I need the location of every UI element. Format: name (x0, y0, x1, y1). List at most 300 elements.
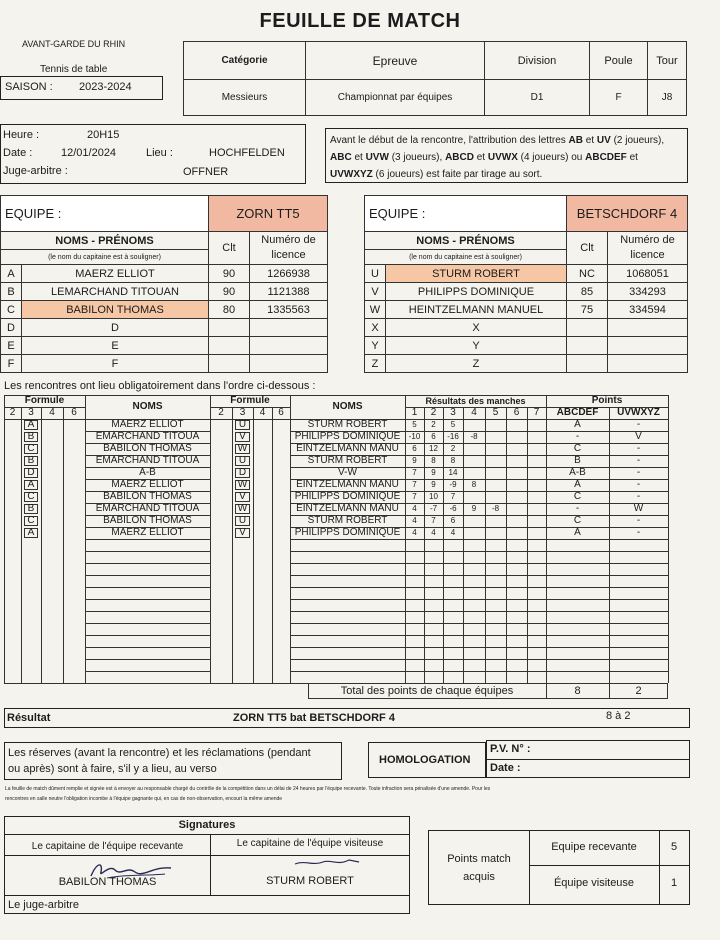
points-match-label-2: acquis (463, 871, 495, 883)
home-names-header: NOMS - PRÉNOMS (1, 232, 209, 250)
home-clt-header: Clt (209, 232, 250, 265)
player-name: Z (386, 355, 567, 373)
set-score: 8 (431, 456, 436, 465)
order-note: Les rencontres ont lieu obligatoirement dans l'ordre ci-dessous : (4, 380, 316, 392)
formule-col-header: 6 (278, 407, 284, 418)
set-score: -10 (408, 432, 421, 441)
division-header: Division (485, 42, 590, 80)
draw-note-text: et (473, 152, 488, 163)
grid-line (210, 395, 211, 683)
player-licence (608, 337, 688, 355)
grid-line (85, 659, 210, 660)
draw-note-text: Avant le début de la rencontre, l'attribution des lettres (330, 135, 569, 146)
grid-line (290, 539, 668, 540)
away-formula-letter: V (239, 527, 246, 538)
season-value: 2023-2024 (79, 81, 132, 93)
set-score: 4 (412, 504, 417, 513)
away-player-name: STURM ROBERT (307, 455, 388, 466)
formule-col-header: 4 (49, 407, 55, 418)
set-score: 9 (431, 468, 436, 477)
home-formula-letter: C (27, 443, 35, 454)
away-point: - (636, 491, 641, 502)
signatures-box (4, 816, 410, 914)
home-formula-letter: C (27, 515, 35, 526)
grid-line (4, 683, 308, 684)
player-name: X (386, 319, 567, 337)
set-score: 7 (412, 480, 417, 489)
grid-line (85, 539, 210, 540)
grid-line (85, 647, 210, 648)
sheet-title: FEUILLE DE MATCH (259, 10, 461, 32)
lieu-value: HOCHFELDEN (209, 147, 285, 159)
home-player-name: MAERZ ELLIOT (111, 527, 184, 538)
draw-note-letters: UVWX (487, 152, 518, 163)
player-name: D (22, 319, 209, 337)
away-captain-label: Le capitaine de l'équipe visiteuse (236, 838, 384, 849)
away-player-name: PHILIPPS DOMINIQUE (294, 527, 401, 538)
home-player-name: EMARCHAND TITOUA (95, 431, 200, 442)
juge-value: OFFNER (183, 166, 229, 178)
set-score: -6 (449, 504, 457, 513)
home-point: - (575, 503, 580, 514)
player-licence (250, 355, 328, 373)
player-licence: 334293 (608, 283, 688, 301)
player-letter: F (1, 355, 22, 373)
player-licence: 1335563 (250, 301, 328, 319)
set-score: 2 (431, 420, 436, 429)
home-player-name: MAERZ ELLIOT (111, 419, 184, 430)
set-score: 4 (450, 528, 456, 537)
set-score: 9 (471, 504, 477, 513)
player-clt: 85 (567, 283, 608, 301)
grid-line (290, 647, 668, 648)
away-points-label: Équipe visiteuse (553, 877, 635, 889)
draw-note-letters: ABC (330, 152, 352, 163)
home-captain-note: (le nom du capitaine est à souligner) (1, 250, 209, 265)
away-team-label: EQUIPE : (365, 196, 567, 232)
sport-name: Tennis de table (40, 64, 108, 75)
set-number-header: 3 (450, 407, 456, 418)
grid-line (290, 623, 668, 624)
result-box (4, 708, 690, 728)
set-score: -16 (447, 432, 459, 441)
points-match-label: Points match (447, 853, 511, 865)
set-score: 6 (431, 432, 436, 441)
grid-line (463, 407, 464, 683)
home-player-row (1, 301, 328, 319)
draw-note-letters: ABCD (445, 152, 474, 163)
points-header: Points (591, 395, 623, 406)
home-player-row (1, 355, 328, 373)
home-formula-letter: A (27, 419, 35, 430)
set-score: 8 (450, 456, 456, 465)
grid-line (485, 407, 486, 683)
referee-label: Le juge-arbitre (8, 899, 79, 911)
home-player-row (1, 283, 328, 301)
season-box (0, 76, 163, 100)
club-name: AVANT-GARDE DU RHIN (22, 39, 126, 49)
points-match-box (428, 830, 690, 905)
player-licence: 334594 (608, 301, 688, 319)
grid-line (85, 587, 210, 588)
heure-value: 20H15 (87, 129, 120, 141)
player-name: PHILIPPS DOMINIQUE (386, 283, 567, 301)
juge-label: Juge-arbitre : (3, 165, 68, 177)
player-letter: W (365, 301, 386, 319)
player-clt (209, 319, 250, 337)
fine-print-line: La feuille de match dûment remplie et signée est à envoyer au responsable chargé du contrôle de la compétition dans un délai de 24 heures par l'équipe recevante. Toute infraction sera pénalisée d'une amende. Pour les (5, 786, 491, 792)
category-header: Catégorie (184, 42, 306, 80)
home-formula-letter: B (27, 431, 35, 442)
set-score: 10 (429, 492, 438, 501)
grid-line (527, 407, 528, 683)
grid-line (85, 563, 210, 564)
away-roster (364, 195, 688, 373)
pv-number-label: P.V. N° : (490, 743, 531, 755)
away-licence-header-2: licence (630, 249, 665, 261)
home-licence-header-2: licence (271, 249, 306, 261)
set-number-header: 2 (430, 407, 437, 418)
grid-line (290, 659, 668, 660)
home-point: - (575, 431, 580, 442)
formule-col-header: 3 (239, 407, 246, 418)
home-roster (0, 195, 328, 373)
grid-line (4, 395, 5, 683)
away-player-row (365, 283, 688, 301)
draw-note-letters: AB (568, 135, 583, 146)
home-team-name: ZORN TT5 (209, 196, 328, 232)
total-away: 2 (635, 685, 642, 697)
away-formula-letter: W (237, 443, 248, 454)
player-name: STURM ROBERT (386, 265, 567, 283)
formule-header: Formule (230, 395, 270, 406)
away-player-name: STURM ROBERT (307, 515, 388, 526)
set-score: 8 (471, 480, 477, 489)
result-score: 8 à 2 (606, 710, 631, 722)
player-clt (567, 319, 608, 337)
away-names-header: NOMS - PRÉNOMS (365, 232, 567, 250)
draw-note-letters: UVW (365, 152, 389, 163)
away-team-name: BETSCHDORF 4 (567, 196, 688, 232)
away-clt-header: Clt (567, 232, 608, 265)
away-player-row (365, 301, 688, 319)
set-score: -8 (470, 432, 478, 441)
draw-note-text: (2 joueurs), (610, 135, 665, 146)
grid-line (290, 575, 668, 576)
away-point: - (636, 419, 641, 430)
player-licence (608, 319, 688, 337)
set-score: 4 (431, 528, 436, 537)
set-number-header: 1 (411, 407, 418, 418)
matches-grid (0, 395, 668, 695)
fine-print (5, 786, 695, 803)
pv-date-label: Date : (490, 762, 521, 774)
player-clt (209, 355, 250, 373)
away-formula-letter: W (237, 503, 248, 514)
formule-col-header: 2 (218, 407, 224, 418)
heure-label: Heure : (3, 129, 40, 141)
away-player-name: PHILIPPS DOMINIQUE (294, 431, 401, 442)
grid-line (85, 635, 210, 636)
home-points-value: 5 (670, 841, 678, 853)
player-licence (250, 337, 328, 355)
epreuve-header: Epreuve (306, 42, 485, 80)
away-point: - (636, 515, 641, 526)
grid-line (85, 575, 210, 576)
formule-header: Formule (24, 395, 65, 406)
set-score: 2 (450, 444, 456, 453)
away-point: - (636, 527, 641, 538)
home-player-row (1, 265, 328, 283)
set-score: 7 (431, 516, 436, 525)
home-captain-name: BABILON THOMAS (58, 876, 157, 888)
draw-note-text: et (351, 152, 366, 163)
competition-table (183, 41, 687, 116)
home-points-label: Equipe recevante (551, 841, 637, 853)
away-player-row (365, 337, 688, 355)
away-formula-letter: U (238, 455, 247, 466)
away-captain-name: STURM ROBERT (266, 875, 354, 887)
away-player-name: PHILIPPS DOMINIQUE (294, 491, 401, 502)
draw-note-text: et (626, 152, 638, 163)
draw-note-text: et (583, 135, 597, 146)
home-player-name: A-B (139, 467, 156, 478)
names-header: NOMS (332, 401, 363, 412)
home-player-row (1, 319, 328, 337)
player-letter: Z (365, 355, 386, 373)
home-point: A (574, 419, 581, 430)
set-score: 4 (412, 528, 417, 537)
home-formula-letter: A (27, 527, 35, 538)
grid-line (85, 623, 210, 624)
player-letter: A (1, 265, 22, 283)
player-letter: D (1, 319, 22, 337)
player-name: MAERZ ELLIOT (22, 265, 209, 283)
away-point: - (636, 479, 641, 490)
away-player-row (365, 265, 688, 283)
home-player-name: BABILON THOMAS (103, 443, 192, 454)
away-point: - (636, 455, 641, 466)
home-point: A (574, 479, 581, 490)
date-label: Date : (3, 147, 33, 159)
result-text: ZORN TT5 bat BETSCHDORF 4 (233, 712, 395, 724)
reserves-text: Les réserves (avant la rencontre) et les réclamations (pendant (8, 747, 311, 759)
home-formula-letter: C (27, 491, 35, 502)
away-player-row (365, 319, 688, 337)
grid-line (290, 671, 668, 672)
home-captain-label: Le capitaine de l'équipe recevante (31, 841, 184, 852)
grid-line (290, 563, 668, 564)
formule-col-header: 6 (71, 407, 77, 418)
player-name: Y (386, 337, 567, 355)
set-score: 12 (429, 444, 438, 453)
poule-header: Poule (590, 42, 648, 80)
signatures-title: Signatures (178, 819, 236, 831)
grid-line (41, 407, 42, 683)
reserves-text-2: ou après) sont à faire, s'il y a lieu, au verso (8, 763, 217, 775)
set-score: 4 (412, 516, 417, 525)
draw-note-text: (6 joueurs) est faite par tirage au sort. (372, 169, 543, 180)
player-letter: Y (365, 337, 386, 355)
away-player-name: EINTZELMANN MANU (296, 479, 399, 490)
home-point: A (574, 527, 581, 538)
tour-value: J8 (648, 80, 687, 116)
grid-line (253, 407, 254, 683)
home-team-label: EQUIPE : (1, 196, 209, 232)
draw-note-text: (4 joueurs) ou (517, 152, 586, 163)
tour-header: Tour (648, 42, 687, 80)
grid-line (63, 407, 64, 683)
home-point: C (573, 515, 582, 526)
player-clt (567, 355, 608, 373)
total-home: 8 (574, 685, 581, 697)
away-captain-signature (293, 854, 363, 870)
draw-note-text: (3 joueurs), (388, 152, 446, 163)
home-player-name: BABILON THOMAS (103, 515, 192, 526)
home-player-name: MAERZ ELLIOT (111, 479, 184, 490)
home-player-row (1, 337, 328, 355)
formule-col-header: 3 (28, 407, 34, 418)
formule-col-header: 2 (9, 407, 16, 418)
set-score: 7 (412, 468, 417, 477)
home-player-name: BABILON THOMAS (103, 491, 192, 502)
away-player-name: EINTZELMANN MANU (296, 443, 399, 454)
player-licence: 1121388 (250, 283, 328, 301)
away-licence-header: Numéro de (620, 234, 675, 246)
player-licence (608, 355, 688, 373)
home-point: B (574, 455, 581, 466)
category-value: Messieurs (184, 80, 306, 116)
away-player-name: STURM ROBERT (307, 419, 388, 430)
epreuve-value: Championnat par équipes (306, 80, 485, 116)
grid-line (668, 395, 669, 683)
home-formula-letter: A (27, 479, 35, 490)
set-number-header: 4 (471, 407, 477, 418)
away-player-name: V-W (338, 467, 357, 478)
away-point: - (636, 467, 641, 478)
grid-line (290, 635, 668, 636)
away-point: V (635, 431, 642, 442)
player-clt (209, 337, 250, 355)
home-player-name: EMARCHAND TITOUA (95, 503, 200, 514)
home-formula-letter: B (27, 455, 35, 466)
formule-col-header: 4 (259, 407, 266, 418)
grid-line (85, 599, 210, 600)
set-score: -7 (429, 504, 438, 513)
player-clt: 75 (567, 301, 608, 319)
home-licence-header: Numéro de (261, 234, 316, 246)
player-name: E (22, 337, 209, 355)
grid-line (290, 611, 668, 612)
set-number-header: 6 (513, 407, 520, 418)
player-licence: 1266938 (250, 265, 328, 283)
set-score: 6 (450, 516, 456, 525)
player-letter: X (365, 319, 386, 337)
sets-header: Résultats des manches (425, 396, 526, 406)
reserves-box (4, 742, 342, 780)
away-formula-letter: U (238, 515, 247, 526)
poule-value: F (590, 80, 648, 116)
home-point: C (573, 443, 582, 454)
result-label: Résultat (7, 712, 51, 724)
pv-box (486, 740, 690, 778)
away-formula-letter: D (238, 467, 247, 478)
home-point: C (573, 491, 582, 502)
grid-line (290, 587, 668, 588)
home-player-name: EMARCHAND TITOUA (95, 455, 200, 466)
draw-note-letters: UV (596, 135, 611, 146)
fine-print-line: rencontres en salle neutre l'obligation incombe à l'équipe gagnante qui, en cas de non-observation, encourt la même amende (5, 796, 283, 802)
set-score: 5 (450, 420, 456, 429)
uvwxyz-header: UVWXYZ (617, 407, 660, 418)
set-score: 5 (412, 420, 417, 429)
grid-line (506, 407, 507, 683)
away-captain-note: (le nom du capitaine est à souligner) (365, 250, 567, 265)
player-letter: U (365, 265, 386, 283)
draw-note-letters: UVWXYZ (330, 169, 373, 180)
set-number-header: 7 (533, 407, 540, 418)
draw-note-letters: ABCDEF (585, 152, 627, 163)
date-value: 12/01/2024 (61, 147, 117, 159)
home-point: A-B (569, 467, 586, 478)
set-score: -9 (449, 480, 457, 489)
player-clt: 80 (209, 301, 250, 319)
player-licence (250, 319, 328, 337)
away-formula-letter: U (238, 419, 247, 430)
homologation-box (368, 742, 486, 778)
set-score: 6 (412, 444, 417, 453)
player-letter: B (1, 283, 22, 301)
grid-line (85, 611, 210, 612)
player-clt: 90 (209, 265, 250, 283)
grid-line (85, 671, 210, 672)
set-score: -8 (491, 504, 500, 513)
home-formula-letter: D (27, 467, 35, 478)
names-header: NOMS (132, 401, 163, 412)
player-clt: NC (567, 265, 608, 283)
set-score: 7 (450, 492, 456, 501)
away-point: W (633, 503, 644, 514)
player-clt: 90 (209, 283, 250, 301)
grid-line (290, 551, 668, 552)
player-name: BABILON THOMAS (22, 301, 209, 319)
homologation-label: HOMOLOGATION (379, 754, 471, 766)
away-points-value: 1 (670, 877, 678, 889)
season-label: SAISON : (5, 81, 53, 93)
grid-line (272, 407, 273, 683)
division-value: D1 (485, 80, 590, 116)
lieu-label: Lieu : (146, 147, 173, 159)
away-formula-letter: W (237, 479, 248, 490)
set-score: 14 (448, 468, 458, 477)
player-letter: V (365, 283, 386, 301)
totals-label: Total des points de chaque équipes (340, 685, 514, 697)
away-point: - (636, 443, 641, 454)
info-box (0, 124, 306, 184)
grid-line (290, 599, 668, 600)
abcdef-header: ABCDEF (556, 407, 599, 418)
set-score: 7 (412, 492, 417, 501)
player-letter: C (1, 301, 22, 319)
set-score: 9 (412, 456, 417, 465)
away-player-name: EINTZELMANN MANU (296, 503, 399, 514)
grid-line (85, 551, 210, 552)
set-score: 9 (431, 480, 436, 489)
player-licence: 1068051 (608, 265, 688, 283)
home-formula-letter: B (27, 503, 35, 514)
away-formula-letter: V (239, 491, 246, 502)
player-name: F (22, 355, 209, 373)
